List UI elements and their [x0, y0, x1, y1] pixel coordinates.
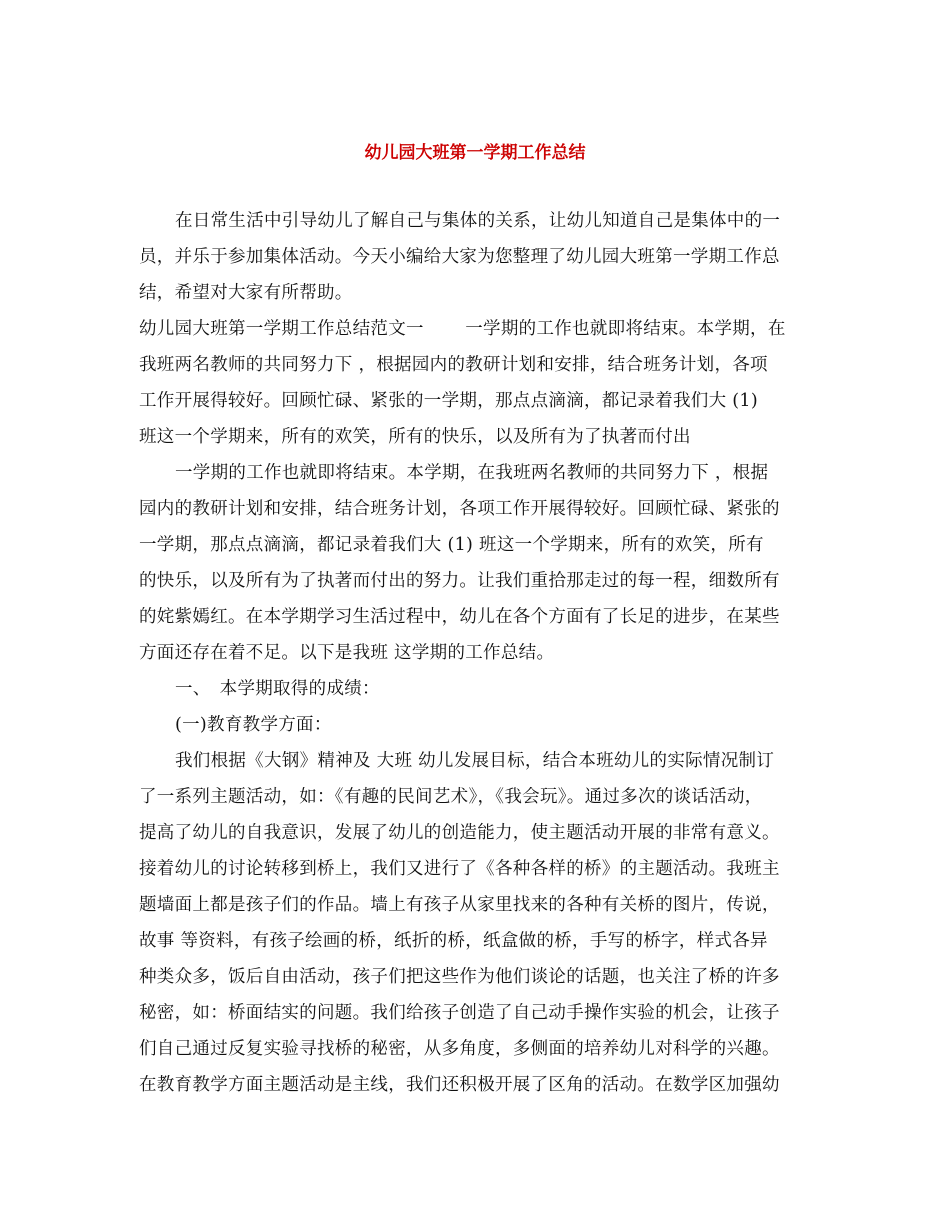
text-line: 种类众多，饭后自由活动，孩子们把这些作为他们谈论的话题，也关注了桥的许多	[139, 967, 780, 987]
text-line: 的快乐，以及所有为了执著而付出的努力。让我们重拾那走过的每一程，细数所有	[139, 571, 780, 591]
subsection-heading: (一)教育教学方面：	[175, 715, 332, 735]
text-line: 一学期的工作也就即将结束。本学期，在我班两名教师的共同努力下 ，根据	[175, 463, 769, 483]
text-line: 园内的教研计划和安排，结合班务计划，各项工作开展得较好。回顾忙碌、紧张的	[139, 499, 780, 519]
text-line: 们自己通过反复实验寻找桥的秘密，从多角度，多侧面的培养幼儿对科学的兴趣。	[139, 1039, 780, 1059]
text-line: 班这一个学期来，所有的欢笑，所有的快乐，以及所有为了执著而付出	[139, 427, 691, 447]
text-line: 员，并乐于参加集体活动。今天小编给大家为您整理了幼儿园大班第一学期工作总	[139, 247, 780, 267]
text-line: 的姹紫嫣红。在本学期学习生活过程中，幼儿在各个方面有了长足的进步，在某些	[139, 607, 780, 627]
section-heading: 一、 本学期取得的成绩：	[175, 679, 380, 699]
text-line: 接着幼儿的讨论转移到桥上，我们又进行了《各种各样的桥》的主题活动。我班主	[139, 859, 780, 879]
document-title: 幼儿园大班第一学期工作总结	[364, 143, 586, 163]
text-line: 我们根据《大钢》精神及 大班 幼儿发展目标，结合本班幼儿的实际情况制订	[175, 751, 775, 771]
text-line: 工作开展得较好。回顾忙碌、紧张的一学期，那点点滴滴，都记录着我们大 (1)	[139, 391, 758, 411]
text-line: 一学期，那点点滴滴，都记录着我们大 (1) 班这一个学期来，所有的欢笑，所有	[139, 535, 764, 555]
text-line: 提高了幼儿的自我意识，发展了幼儿的创造能力，使主题活动开展的非常有意义。	[139, 823, 780, 843]
text-line: 在教育教学方面主题活动是主线，我们还积极开展了区角的活动。在数学区加强幼	[139, 1075, 780, 1095]
text-line: 结，希望对大家有所帮助。	[139, 283, 353, 303]
text-line: 故事 等资料，有孩子绘画的桥，纸折的桥，纸盒做的桥，手写的桥字，样式各异	[139, 931, 768, 951]
text-line: 幼儿园大班第一学期工作总结范文一 一学期的工作也就即将结束。本学期，在	[139, 319, 786, 339]
text-line: 了一系列主题活动，如：《有趣的民间艺术》，《我会玩》。通过多次的谈话活动，	[139, 787, 763, 807]
text-line: 方面还存在着不足。以下是我班 这学期的工作总结。	[139, 643, 555, 663]
text-line: 秘密，如：桥面结实的问题。我们给孩子创造了自己动手操作实验的机会，让孩子	[139, 1003, 780, 1023]
text-line: 我班两名教师的共同努力下 ，根据园内的教研计划和安排，结合班务计划，各项	[139, 355, 768, 375]
text-line: 题墙面上都是孩子们的作品。墙上有孩子从家里找来的各种有关桥的图片，传说，	[139, 895, 780, 915]
text-line: 在日常生活中引导幼儿了解自己与集体的关系，让幼儿知道自己是集体中的一	[175, 211, 781, 231]
